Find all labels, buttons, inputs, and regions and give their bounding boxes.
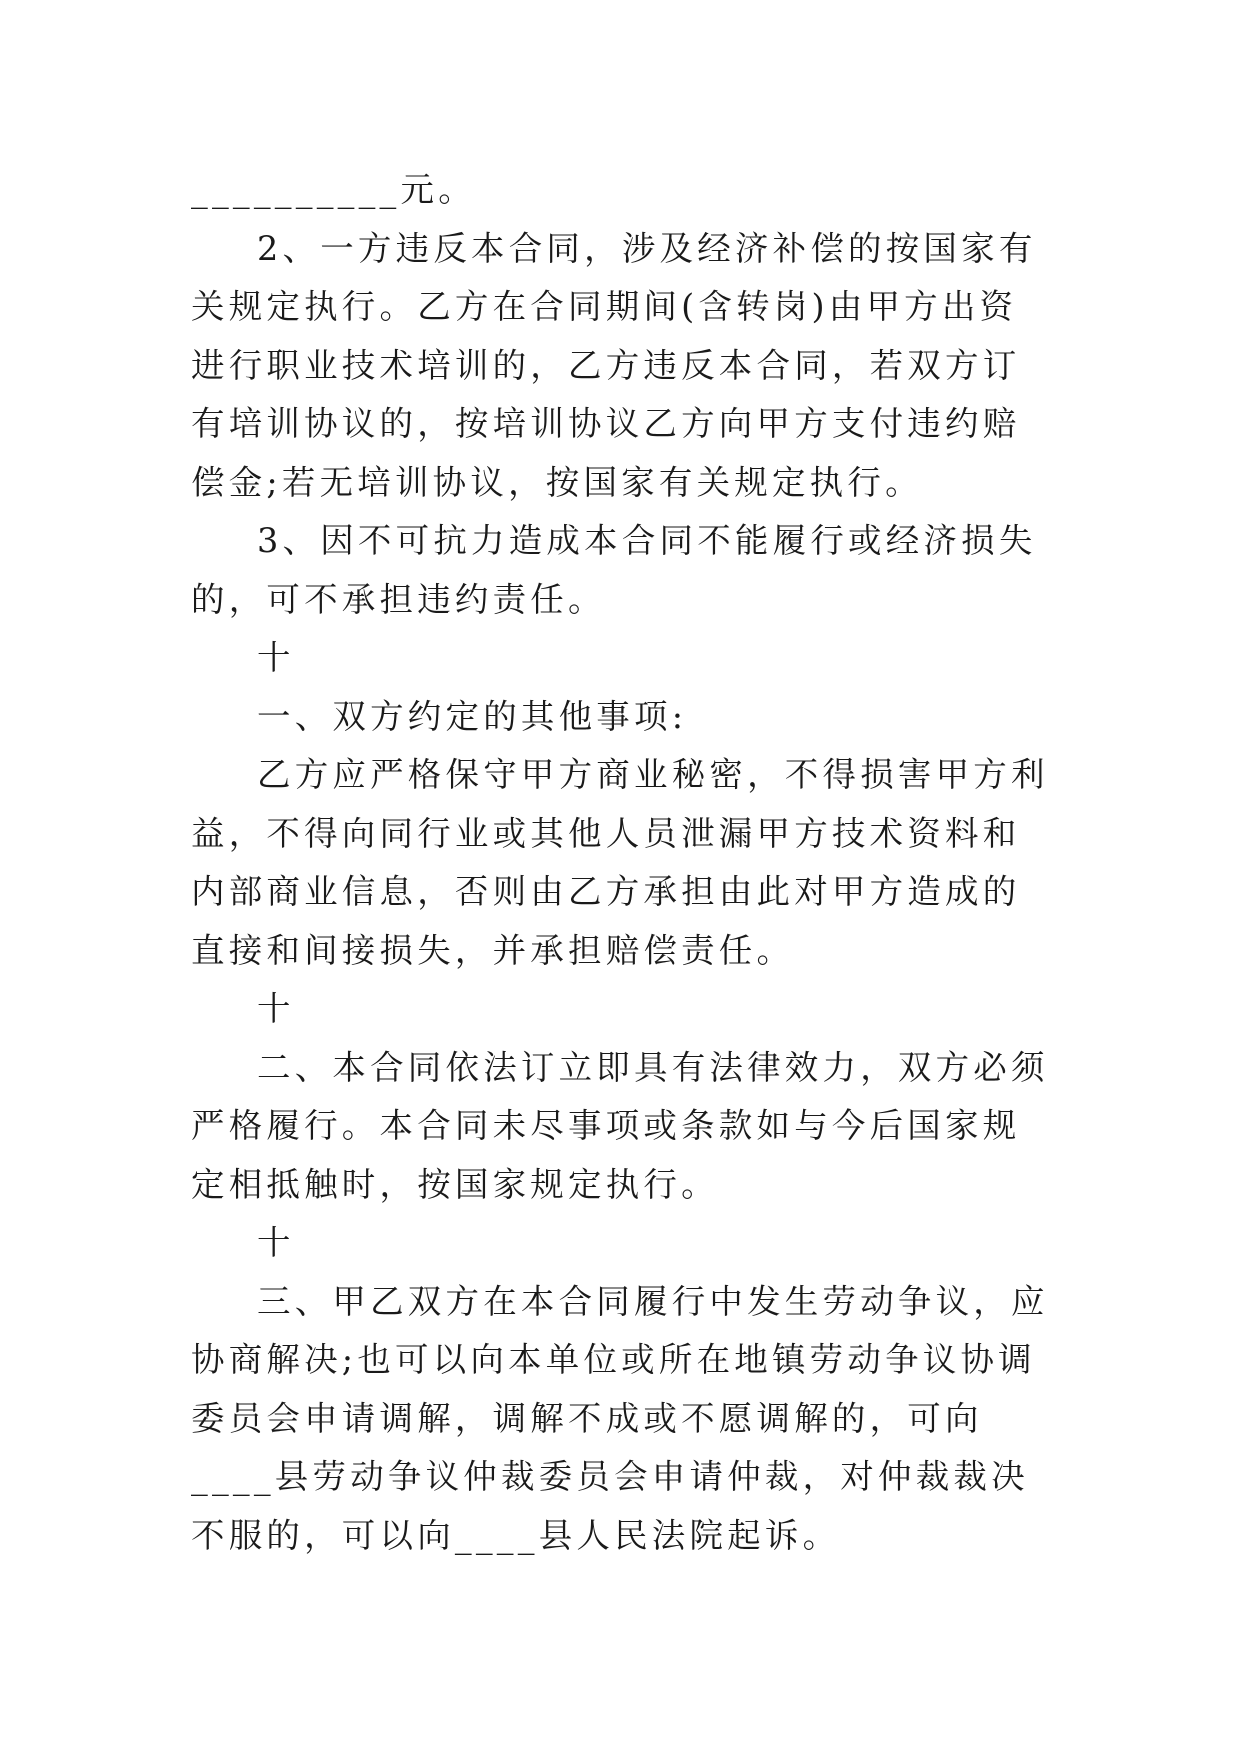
paragraph-labor-dispute: 三、甲乙双方在本合同履行中发生劳动争议，应协商解决;也可以向本单位或所在地镇劳动争议协调委员会申请调解，调解不成或不愿调解的，可向____县劳动争议仲裁委员会申请仲裁，对仲裁裁决不服的，可以向____县人民法院起诉。 bbox=[191, 1281, 1049, 1555]
paragraph-clause-2: 2、一方违反本合同，涉及经济补偿的按国家有关规定执行。乙方在合同期间(含转岗)由甲方出资进行职业技术培训的，乙方违反本合同，若双方订有培训协议的，按培训协议乙方向甲方支付违约赔偿金;若无培训协议，按国家有关规定执行。 bbox=[191, 228, 1037, 502]
section-number-ten: 十 bbox=[257, 989, 295, 1028]
section-number-ten: 十 bbox=[257, 638, 295, 677]
paragraph-clause-3: 3、因不可抗力造成本合同不能履行或经济损失的，可不承担违约责任。 bbox=[191, 521, 1037, 619]
section-number-ten: 十 bbox=[257, 1223, 295, 1262]
paragraph-amount-continuation: __________元。 bbox=[191, 170, 476, 209]
paragraph-confidentiality: 乙方应严格保守甲方商业秘密，不得损害甲方利益，不得向同行业或其他人员泄漏甲方技术资料和内部商业信息，否则由乙方承担由此对甲方造成的直接和间接损失，并承担赔偿责任。 bbox=[191, 755, 1049, 970]
paragraph-legal-effect: 二、本合同依法订立即具有法律效力，双方必须严格履行。本合同未尽事项或条款如与今后国家规定相抵触时，按国家规定执行。 bbox=[191, 1047, 1049, 1204]
document-body bbox=[191, 161, 1051, 1565]
section-heading-other-matters: 一、双方约定的其他事项: bbox=[257, 696, 688, 736]
